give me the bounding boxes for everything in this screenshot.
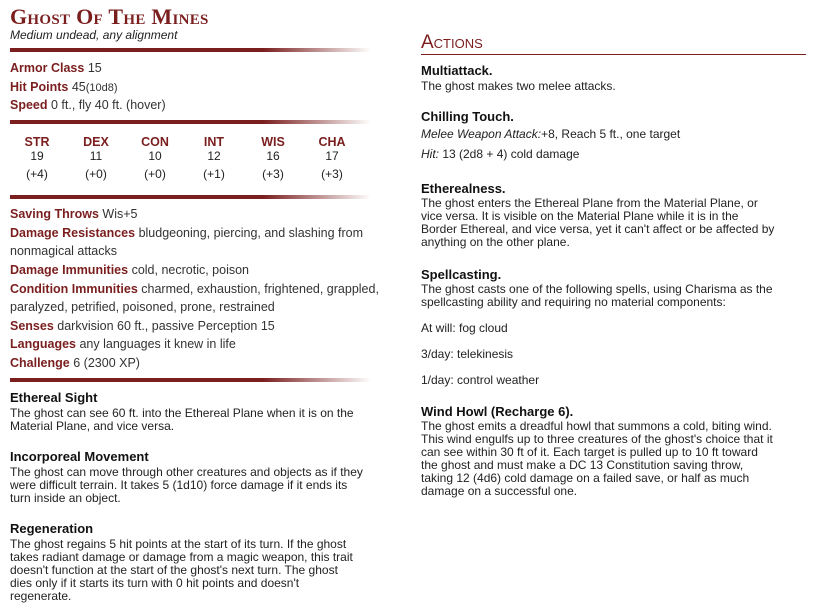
creature-type: Medium undead, any alignment [10, 28, 178, 42]
ability-wis: WIS 16 (+3) [261, 135, 285, 181]
trait-name-ethereal-sight: Ethereal Sight [10, 390, 98, 405]
damage-resistances-cont: nonmagical attacks [10, 244, 118, 258]
action-attack-chilling-touch: Melee Weapon Attack:+8, Reach 5 ft., one target [421, 127, 681, 141]
saving-throws: Saving Throws Wis+5 [10, 207, 138, 221]
divider-top [10, 48, 370, 52]
hit-points: Hit Points 45(10d8) [10, 80, 118, 94]
action-name-spellcasting: Spellcasting. [421, 267, 502, 282]
action-name-wind-howl: Wind Howl (Recharge 6). [421, 404, 574, 419]
trait-text-ethereal-sight: The ghost can see 60 ft. into the Ethereal Plane when it is on the Material Plane, and vice versa. [10, 406, 354, 433]
armor-class: Armor Class 15 [10, 61, 102, 75]
action-text-etherealness: The ghost enters the Ethereal Plane from the Material Plane, or vice versa. It is visible on the Material Plane while it is in the Border Ethereal, and vice versa, yet it can't affect or be affected by anything on the other plane. [421, 196, 775, 249]
spell-three-per-day: 3/day: telekinesis [421, 347, 514, 361]
languages: Languages any languages it knew in life [10, 337, 236, 351]
spell-at-will: At will: fog cloud [421, 321, 508, 335]
damage-resistances: Damage Resistances bludgeoning, piercing, and slashing from [10, 226, 364, 240]
speed: Speed 0 ft., fly 40 ft. (hover) [10, 98, 166, 112]
stat-block-title: Ghost Of The Mines [10, 4, 209, 29]
actions-heading: Actions [421, 32, 483, 53]
ability-str: STR 19 (+4) [24, 135, 50, 181]
action-hit-chilling-touch: Hit: 13 (2d8 + 4) cold damage [421, 147, 580, 161]
trait-name-regeneration: Regeneration [10, 521, 94, 536]
senses: Senses darkvision 60 ft., passive Perception 15 [10, 319, 275, 333]
actions-divider [421, 54, 806, 55]
damage-immunities: Damage Immunities cold, necrotic, poison [10, 263, 250, 277]
condition-immunities: Condition Immunities charmed, exhaustion, frightened, grappled, [10, 282, 379, 296]
divider-details [10, 195, 370, 199]
action-name-etherealness: Etherealness. [421, 181, 506, 196]
trait-text-incorporeal-movement: The ghost can move through other creatures and objects as if they were difficult terrain. It takes 5 (1d10) force damage if it ends its turn inside an object. [10, 465, 363, 505]
trait-text-regeneration: The ghost regains 5 hit points at the start of its turn. If the ghost takes radiant damage or damage from a magic weapon, this trait doesn't function at the start of the ghost's next turn. The ghost dies only if it starts its turn with 0 hit points and doesn't regenerate. [10, 537, 353, 603]
divider-traits [10, 378, 370, 382]
action-name-multiattack: Multiattack. [421, 63, 493, 78]
ability-con: CON 10 (+0) [141, 135, 169, 181]
condition-immunities-cont: paralyzed, petrified, poisoned, prone, restrained [10, 300, 275, 314]
ability-cha: CHA 17 (+3) [318, 135, 346, 181]
spell-one-per-day: 1/day: control weather [421, 373, 540, 387]
ability-int: INT 12 (+1) [203, 135, 225, 181]
challenge: Challenge 6 (2300 XP) [10, 356, 140, 370]
action-name-chilling-touch: Chilling Touch. [421, 109, 514, 124]
action-text-spellcasting: The ghost casts one of the following spells, using Charisma as the spellcasting ability and requiring no material components: [421, 282, 773, 309]
action-text-wind-howl: The ghost emits a dreadful howl that summons a cold, biting wind. This wind engulfs up to three creatures of the ghost's choice that it can see within 30 ft of it. Each target is pulled up to 10 ft toward the ghost and must make a DC 13 Constitution saving throw, taking 12 (4d6) cold damage on a failed save, or half as much damage on a successful one. [421, 419, 773, 498]
trait-name-incorporeal-movement: Incorporeal Movement [10, 449, 149, 464]
action-text-multiattack: The ghost makes two melee attacks. [421, 79, 616, 93]
divider-abilities [10, 120, 370, 124]
ability-dex: DEX 11 (+0) [83, 135, 109, 181]
